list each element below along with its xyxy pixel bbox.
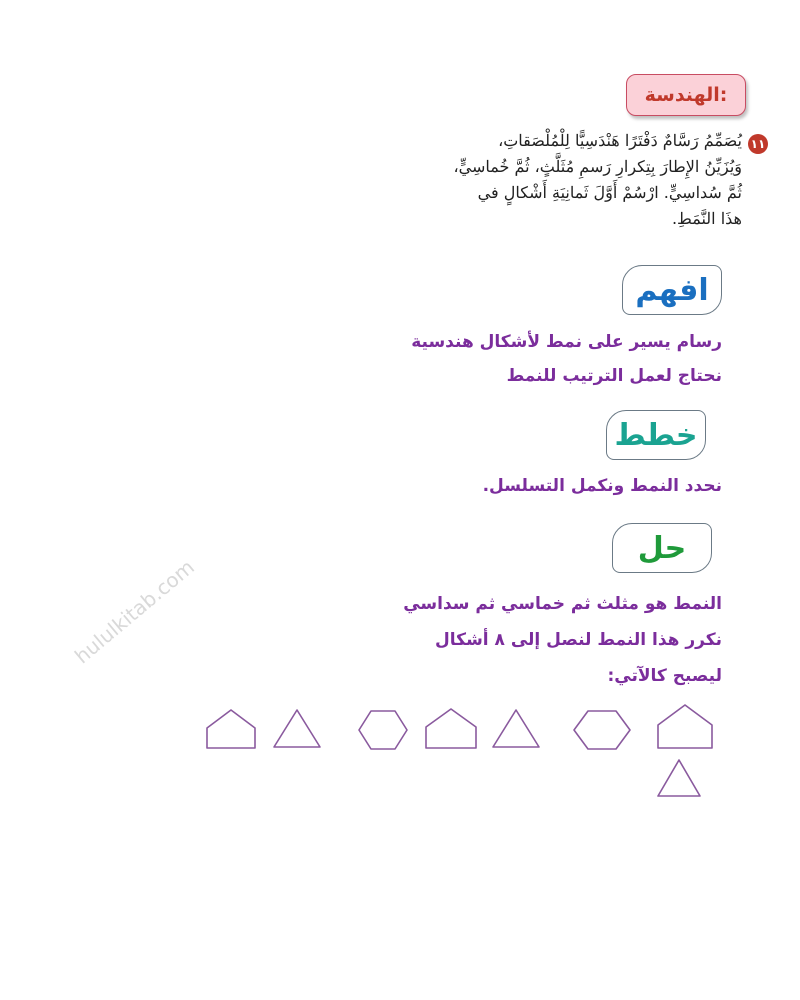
- watermark-text: hululkitab.com: [70, 554, 199, 669]
- problem-line: وَيُزَيِّنُ الإِطارَ بِتِكرارِ رَسمِ مُثَلَّثٍ، ثُمَّ خُماسِيٍّ،: [453, 157, 742, 176]
- pentagon-shape: [207, 710, 255, 748]
- plan-label: خطط: [614, 417, 698, 453]
- section-title: الهندسة:: [644, 84, 728, 106]
- understand-label: افهم: [635, 272, 709, 308]
- problem-text: [450, 128, 742, 232]
- solve-tag: [612, 523, 712, 573]
- solve-line-3: ليصبح كالآتي:: [607, 666, 722, 686]
- problem-line: هذَا النَّمَطِ.: [671, 209, 742, 228]
- problem-number-badge: ١١: [748, 134, 768, 154]
- understand-line-2: نحتاج لعمل الترتيب للنمط: [506, 366, 722, 386]
- solve-line-1: النمط هو مثلث ثم خماسي ثم سداسي: [403, 594, 722, 614]
- section-header: [626, 74, 746, 116]
- plan-line-1: نحدد النمط ونكمل التسلسل.: [482, 476, 722, 496]
- understand-line-1: رسام يسير على نمط لأشكال هندسية: [411, 332, 722, 352]
- solve-line-2: نكرر هذا النمط لنصل إلى ٨ أشكال: [435, 630, 722, 650]
- problem-line: ثُمَّ سُداسِيٍّ. ارْسُمْ أَوَّلَ ثَمانِيَةِ أَشْكالٍ في: [477, 183, 742, 202]
- triangle-shape: [493, 710, 539, 747]
- plan-tag: [606, 410, 706, 460]
- shapes-pattern: [200, 700, 720, 800]
- solve-label: حل: [637, 530, 687, 566]
- hexagon-shape: [359, 711, 407, 749]
- pentagon-shape: [658, 705, 712, 748]
- triangle-shape: [658, 760, 700, 796]
- understand-tag: [622, 265, 722, 315]
- triangle-shape: [274, 710, 320, 747]
- problem-line: يُصَمِّمُ رَسَّامٌ دَفْتَرًا هَنْدَسِيًّا لِلْمُلْصَقاتِ،: [498, 131, 742, 150]
- pentagon-shape: [426, 709, 476, 748]
- hexagon-shape: [574, 711, 630, 749]
